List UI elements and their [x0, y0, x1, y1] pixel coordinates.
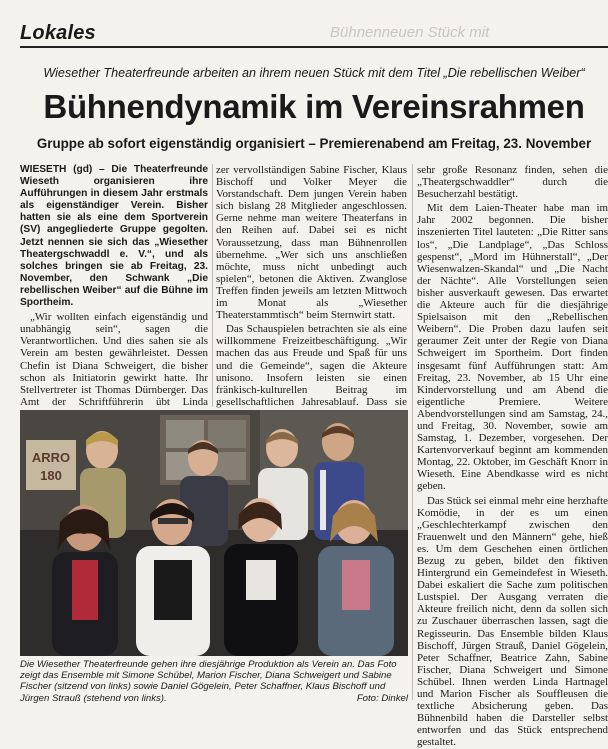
svg-text:180: 180 [40, 468, 62, 483]
paragraph: sehr große Resonanz finden, sehen die „Theatergschwaddler“ durch die Besucherzahl bestätigt. [417, 164, 608, 201]
column-divider [412, 164, 413, 700]
caption-text: Die Wiesether Theaterfreunde gehen ihre diesjährige Produktion als Verein an. Das Foto zeigt das Ensemble mit Simone Schübel, Marion Fischer, Diana Schweigert und Sabine Fischer (sitzend von links) sowie Daniel Gögelein, Peter Schaffner, Klaus Bischoff und Jürgen Strauß (stehend von links). [20, 659, 397, 704]
section-rule [20, 46, 608, 48]
paragraph: Das Schauspielen betrachten sie als eine willkommene Freizeitbeschäftigung. „Wir machen das aus Freude und Spaß für uns und die Gemeinde“, sagen die Akteure unisono. Insofern leisten sie einen fränkisch-kulturellen Beitrag im gesellschaftlichen Jahresablauf. Dass sie [216, 323, 407, 408]
photo-caption [20, 659, 408, 704]
seated-person [52, 505, 118, 656]
paragraph: zer vervollständigen Sabine Fischer, Klaus Bischoff und Volker Meyer die Vorstandschaft. Dem jungen Verein haben sich bislang 28 Mitglieder angeschlossen. Gerne nehme man weitere Theaterfans in den Reihen auf. Dabei sei es nicht Voraussetzung, dass man Bühnenrollen übernehme. „Wer sich uns anschließen möchte, muss nicht unbedingt auch spielen“, betonen die Aktiven. Zwanglose Treffen finden jeweils am letzten Mittwoch im Monat als „Wiesether Theaterstammtisch“ beim Sternwirt statt. [216, 164, 407, 322]
paragraph: Mit dem Laien-Theater habe man im Jahr 2002 begonnen. Die bisher inszenierten Titel lauteten: „Die Ritter sans los“, „Die Landplage“, „Das Schloss gespenst“, „Mord im Hühnerstall“, „Der Wiesenwalzen-Skandal“ und „Die Nacht der Nächte“. Alle Vorstellungen seien bisher ausverkauft gewesen. Das erwartet die Akteure auch für die diesjährige Spielsaison mit den „Rebellischen Weibern“. Die Proben dazu laufen seit geraumer Zeit unter der Regie von Diana Schweigert im Sportheim. Dort finden insgesamt fünf Aufführungen statt: Am Freitag, 23. November, ab 15 Uhr eine Kindervorstellung und am Abend die eigentliche Premiere. Weitere Abendvorstellungen sind am Samstag, 24., und Freitag, 30. November, sowie am Samstag, 1. Dezember, vorgesehen. Der Kartenvorverkauf beginnt am kommenden Montag, 22. Oktober, im Geschäft Knorr in Wieseth. Eine Abendkasse wird es nicht geben. [417, 202, 608, 493]
lead-paragraph: WIESETH (gd) – Die Theaterfreunde Wieseth organisieren ihre Aufführungen in diesem Jahr erstmals als eigenständiger Verein. Bisher hatten sie als eine dem Sportverein (SV) angegliederte Gruppe gegolten. Jetzt nennen sie sich das „Wiesether Theatergschwaddl e. V.“, und als solches bringen sie ab Freitag, 23. November, den Schwank „Die rebellischen Weiber“ auf die Bühne im Sportheim. [20, 164, 208, 309]
article-column-3 [417, 164, 608, 749]
headline: Bühnendynamik im Vereinsrahmen [43, 88, 585, 125]
kicker-line: Wiesether Theaterfreunde arbeiten an ihrem neuen Stück mit dem Titel „Die rebellischen Weiber“ [43, 66, 585, 80]
photo-credit: Foto: Dinkel [356, 692, 408, 704]
section-title: Lokales [20, 22, 96, 44]
paragraph: Das Stück sei einmal mehr eine herzhafte Komödie, in der es um einen „Geschlechterkampf zwischen den Frauenwelt und den Männern“ gehe, hieß es. Um dem Geschehen einen örtlichen Bezug zu geben, bildet den fiktiven Hintergrund ein Gemeindefest in Wieseth. Dabei eskaliert die Sache zum politischen Lustspiel. Der Ausgang verraten die Akteure freilich nicht, denn da sollen sich zu Zuschauer überraschen lassen, sagt die Regisseurin. Das Ensemble bilden Klaus Bischoff, Jürgen Strauß, Daniel Gögelein, Peter Schaffner, Beatrice Zahn, Sabine Fischer, Diana Schweigert und Simone Schübel. Ihnen werden Linda Hartnagel und Marion Fischer als Souffleusen die textliche Absicherung geben. Das Bühnenbild haben die Darsteller selbst entworfen und das Stück entsprechend gestaltet. [417, 494, 608, 749]
ensemble-photo [20, 410, 408, 656]
subheadline: Gruppe ab sofort eigenständig organisiert – Premierenabend am Freitag, 23. November [36, 136, 592, 151]
article-column-2 [216, 164, 407, 407]
svg-text:ARRO: ARRO [31, 450, 71, 465]
bleed-through-text: Bühnenneuen Stück mit [330, 24, 490, 41]
column-divider [212, 164, 213, 407]
article-column-1 [20, 164, 208, 407]
section-header [0, 0, 608, 50]
paragraph: „Wir wollten einfach eigenständig und unabhängig sein“, sagen die Verantwortlichen. Und dies sahen sie als Verein am besten gewährleistet. Dessen Chefin ist Diana Schweigert, die bisher schon als Initiatorin gewirkt hatte. Ihr Stellvertreter ist Thomas Dürnberger. Das Amt der Schriftführerin übt Linda [20, 311, 208, 408]
photo-illustration [20, 410, 408, 656]
